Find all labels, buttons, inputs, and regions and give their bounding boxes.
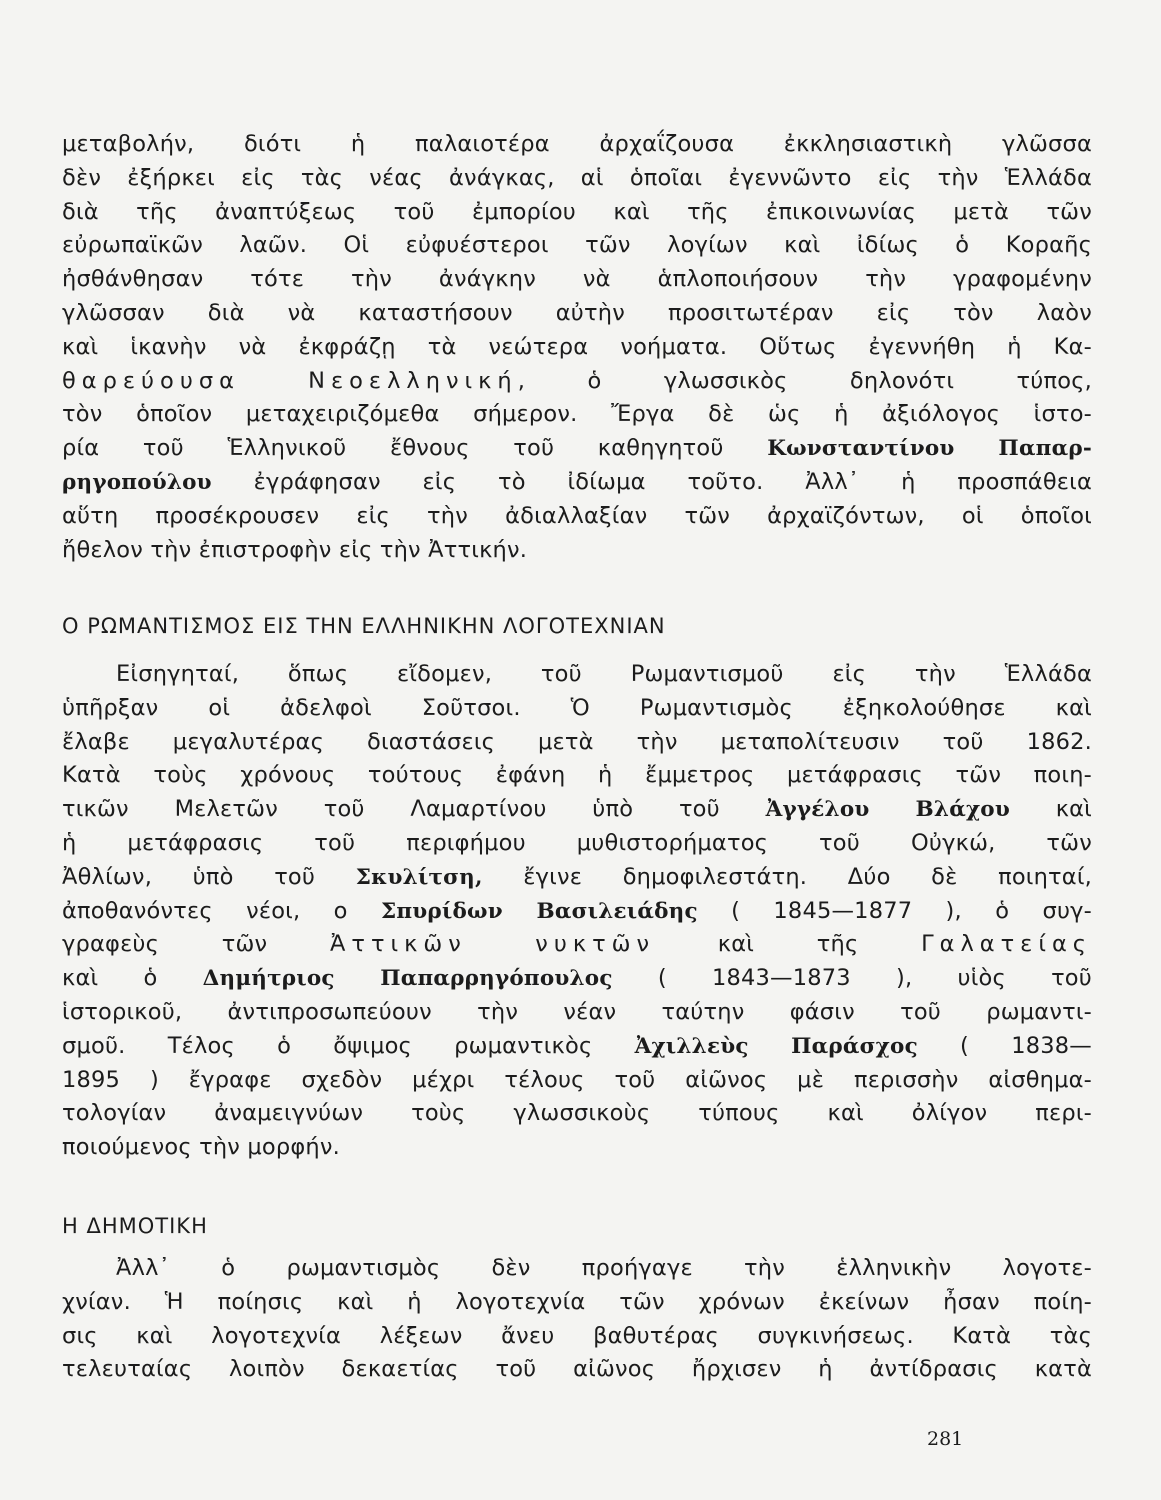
text-line: τολογίαν ἀναμειγνύων τοὺς γλωσσικοὺς τύπους καὶ ὀλίγον περι- [62, 1100, 1092, 1127]
paragraph-romanticism [62, 658, 1092, 1165]
spaced-term: Γαλατείας [921, 931, 1092, 958]
text-line: ἡ μετάφρασις τοῦ περιφήμου μυθιστορήματος τοῦ Οὐγκώ, τῶν [62, 829, 1092, 856]
text-line: τὸν ὁποῖον μεταχειριζόμεθα σήμερον. Ἔργα δὲ ὡς ἡ ἀξιόλογος ἱστο- [62, 401, 1092, 428]
bold-name: Δημήτριος Παπαρρηγόπουλος [202, 966, 613, 992]
paragraph-kathareuousa [62, 128, 1092, 567]
bold-name: Ἀχιλλεὺς Παράσχος [634, 1033, 918, 1059]
bold-name: Κωνσταντίνου Παπαρ- [767, 436, 1092, 462]
text-line: Κατὰ τοὺς χρόνους τούτους ἐφάνη ἡ ἔμμετρος μετάφρασις τῶν ποιη- [62, 762, 1092, 789]
text-line: σις καὶ λογοτεχνία λέξεων ἄνευ βαθυτέρας συγκινήσεως. Κατὰ τὰς [62, 1322, 1092, 1349]
bold-name: Σκυλίτση, [355, 864, 483, 890]
paragraph-dimotiki [62, 1252, 1092, 1387]
text-line: ρία τοῦ Ἑλληνικοῦ ἔθνους τοῦ καθηγητοῦ Κωνσταντίνου Παπαρ- [62, 435, 1092, 462]
text-line: ἀποθανόντες νέοι, ο Σπυρίδων Βασιλειάδης ( 1845—1877 ), ὁ συγ- [62, 897, 1092, 924]
section-heading-dimotiki: Η ΔΗΜΟΤΙΚΗ [62, 1214, 208, 1238]
page-number: 281 [927, 1428, 964, 1450]
text-line: Ἀθλίων, ὑπὸ τοῦ Σκυλίτση, ἔγινε δημοφιλεστάτη. Δύο δὲ ποιηταί, [62, 863, 1092, 890]
text-line: ποιούμενος τὴν μορφήν. [62, 1134, 340, 1161]
bold-name: Σπυρίδων Βασιλειάδης [380, 898, 698, 924]
text-line: σμοῦ. Τέλος ὁ ὄψιμος ρωμαντικὸς Ἀχιλλεὺς Παράσχος ( 1838— [62, 1032, 1092, 1059]
text-line: θαρεύουσα Νεοελληνική, ὁ γλωσσικὸς δηλονότι τύπος, [62, 367, 1092, 394]
text-line: καὶ ὁ Δημήτριος Παπαρρηγόπουλος ( 1843—1873 ), υἱὸς τοῦ [62, 965, 1092, 992]
text-line: εὐρωπαϊκῶν λαῶν. Οἱ εὐφυέστεροι τῶν λογίων καὶ ἰδίως ὁ Κοραῆς [62, 232, 1092, 259]
bold-name: Ἀγγέλου Βλάχου [765, 797, 1010, 823]
text-line: ὑπῆρξαν οἱ ἀδελφοὶ Σοῦτσοι. Ὁ Ρωμαντισμὸς ἐξηκολούθησε καὶ [62, 694, 1092, 721]
text-line: ἤθελον τὴν ἐπιστροφὴν εἰς τὴν Ἀττικήν. [62, 536, 528, 563]
text-line: δὲν ἐξήρκει εἰς τὰς νέας ἀνάγκας, αἱ ὁποῖαι ἐγεννῶντο εἰς τὴν Ἑλλάδα [62, 164, 1092, 191]
spaced-term: Ἀττικῶν νυκτῶν [330, 931, 656, 958]
text-line: χνίαν. Ἡ ποίησις καὶ ἡ λογοτεχνία τῶν χρόνων ἐκείνων ἦσαν ποίη- [62, 1288, 1092, 1315]
text-line: Εἰσηγηταί, ὅπως εἴδομεν, τοῦ Ρωμαντισμοῦ εἰς τὴν Ἑλλάδα [116, 661, 1092, 687]
text-line: διὰ τῆς ἀναπτύξεως τοῦ ἐμπορίου καὶ τῆς ἐπικοινωνίας μετὰ τῶν [62, 198, 1092, 225]
text-line: αὕτη προσέκρουσεν εἰς τὴν ἀδιαλλαξίαν τῶν ἀρχαϊζόντων, οἱ ὁποῖοι [62, 502, 1092, 529]
text-line: ἠσθάνθησαν τότε τὴν ἀνάγκην νὰ ἁπλοποιήσουν τὴν γραφομένην [62, 266, 1092, 293]
text-line: μεταβολήν, διότι ἡ παλαιοτέρα ἀρχαΐζουσα ἐκκλησιαστικὴ γλῶσσα [62, 131, 1092, 157]
spaced-term: θαρεύουσα Νεοελληνική [62, 367, 518, 394]
text-line: ἔλαβε μεγαλυτέρας διαστάσεις μετὰ τὴν μεταπολίτευσιν τοῦ 1862. [62, 728, 1092, 755]
text-line: τικῶν Μελετῶν τοῦ Λαμαρτίνου ὑπὸ τοῦ Ἀγγέλου Βλάχου καὶ [62, 796, 1092, 823]
text-line: ρηγοπούλου ἐγράφησαν εἰς τὸ ἰδίωμα τοῦτο. Ἀλλ᾽ ἡ προσπάθεια [62, 468, 1092, 495]
section-heading-romanticism: Ο ΡΩΜΑΝΤΙΣΜΟΣ ΕΙΣ ΤΗΝ ΕΛΛΗΝΙΚΗΝ ΛΟΓΟΤΕΧΝΙΑΝ [62, 614, 666, 638]
text-line: τελευταίας λοιπὸν δεκαετίας τοῦ αἰῶνος ἤρχισεν ἡ ἀντίδρασις κατὰ [62, 1356, 1092, 1383]
text-line: γραφεὺς τῶν Ἀττικῶν νυκτῶν καὶ τῆς Γαλατείας [62, 931, 1092, 958]
text-line: 1895 ) ἔγραφε σχεδὸν μέχρι τέλους τοῦ αἰῶνος μὲ περισσὴν αἰσθημα- [62, 1066, 1092, 1093]
text-line: γλῶσσαν διὰ νὰ καταστήσουν αὐτὴν προσιτωτέραν εἰς τὸν λαὸν [62, 299, 1092, 326]
text-line: ἱστορικοῦ, ἀντιπροσωπεύουν τὴν νέαν ταύτην φάσιν τοῦ ρωμαντι- [62, 998, 1092, 1025]
text-line: καὶ ἱκανὴν νὰ ἐκφράζῃ τὰ νεώτερα νοήματα. Οὕτως ἐγεννήθη ἡ Κα- [62, 333, 1092, 360]
text-line: Ἀλλ᾽ ὁ ρωμαντισμὸς δὲν προήγαγε τὴν ἑλληνικὴν λογοτε- [116, 1255, 1092, 1281]
bold-name: ρηγοπούλου [62, 469, 212, 495]
